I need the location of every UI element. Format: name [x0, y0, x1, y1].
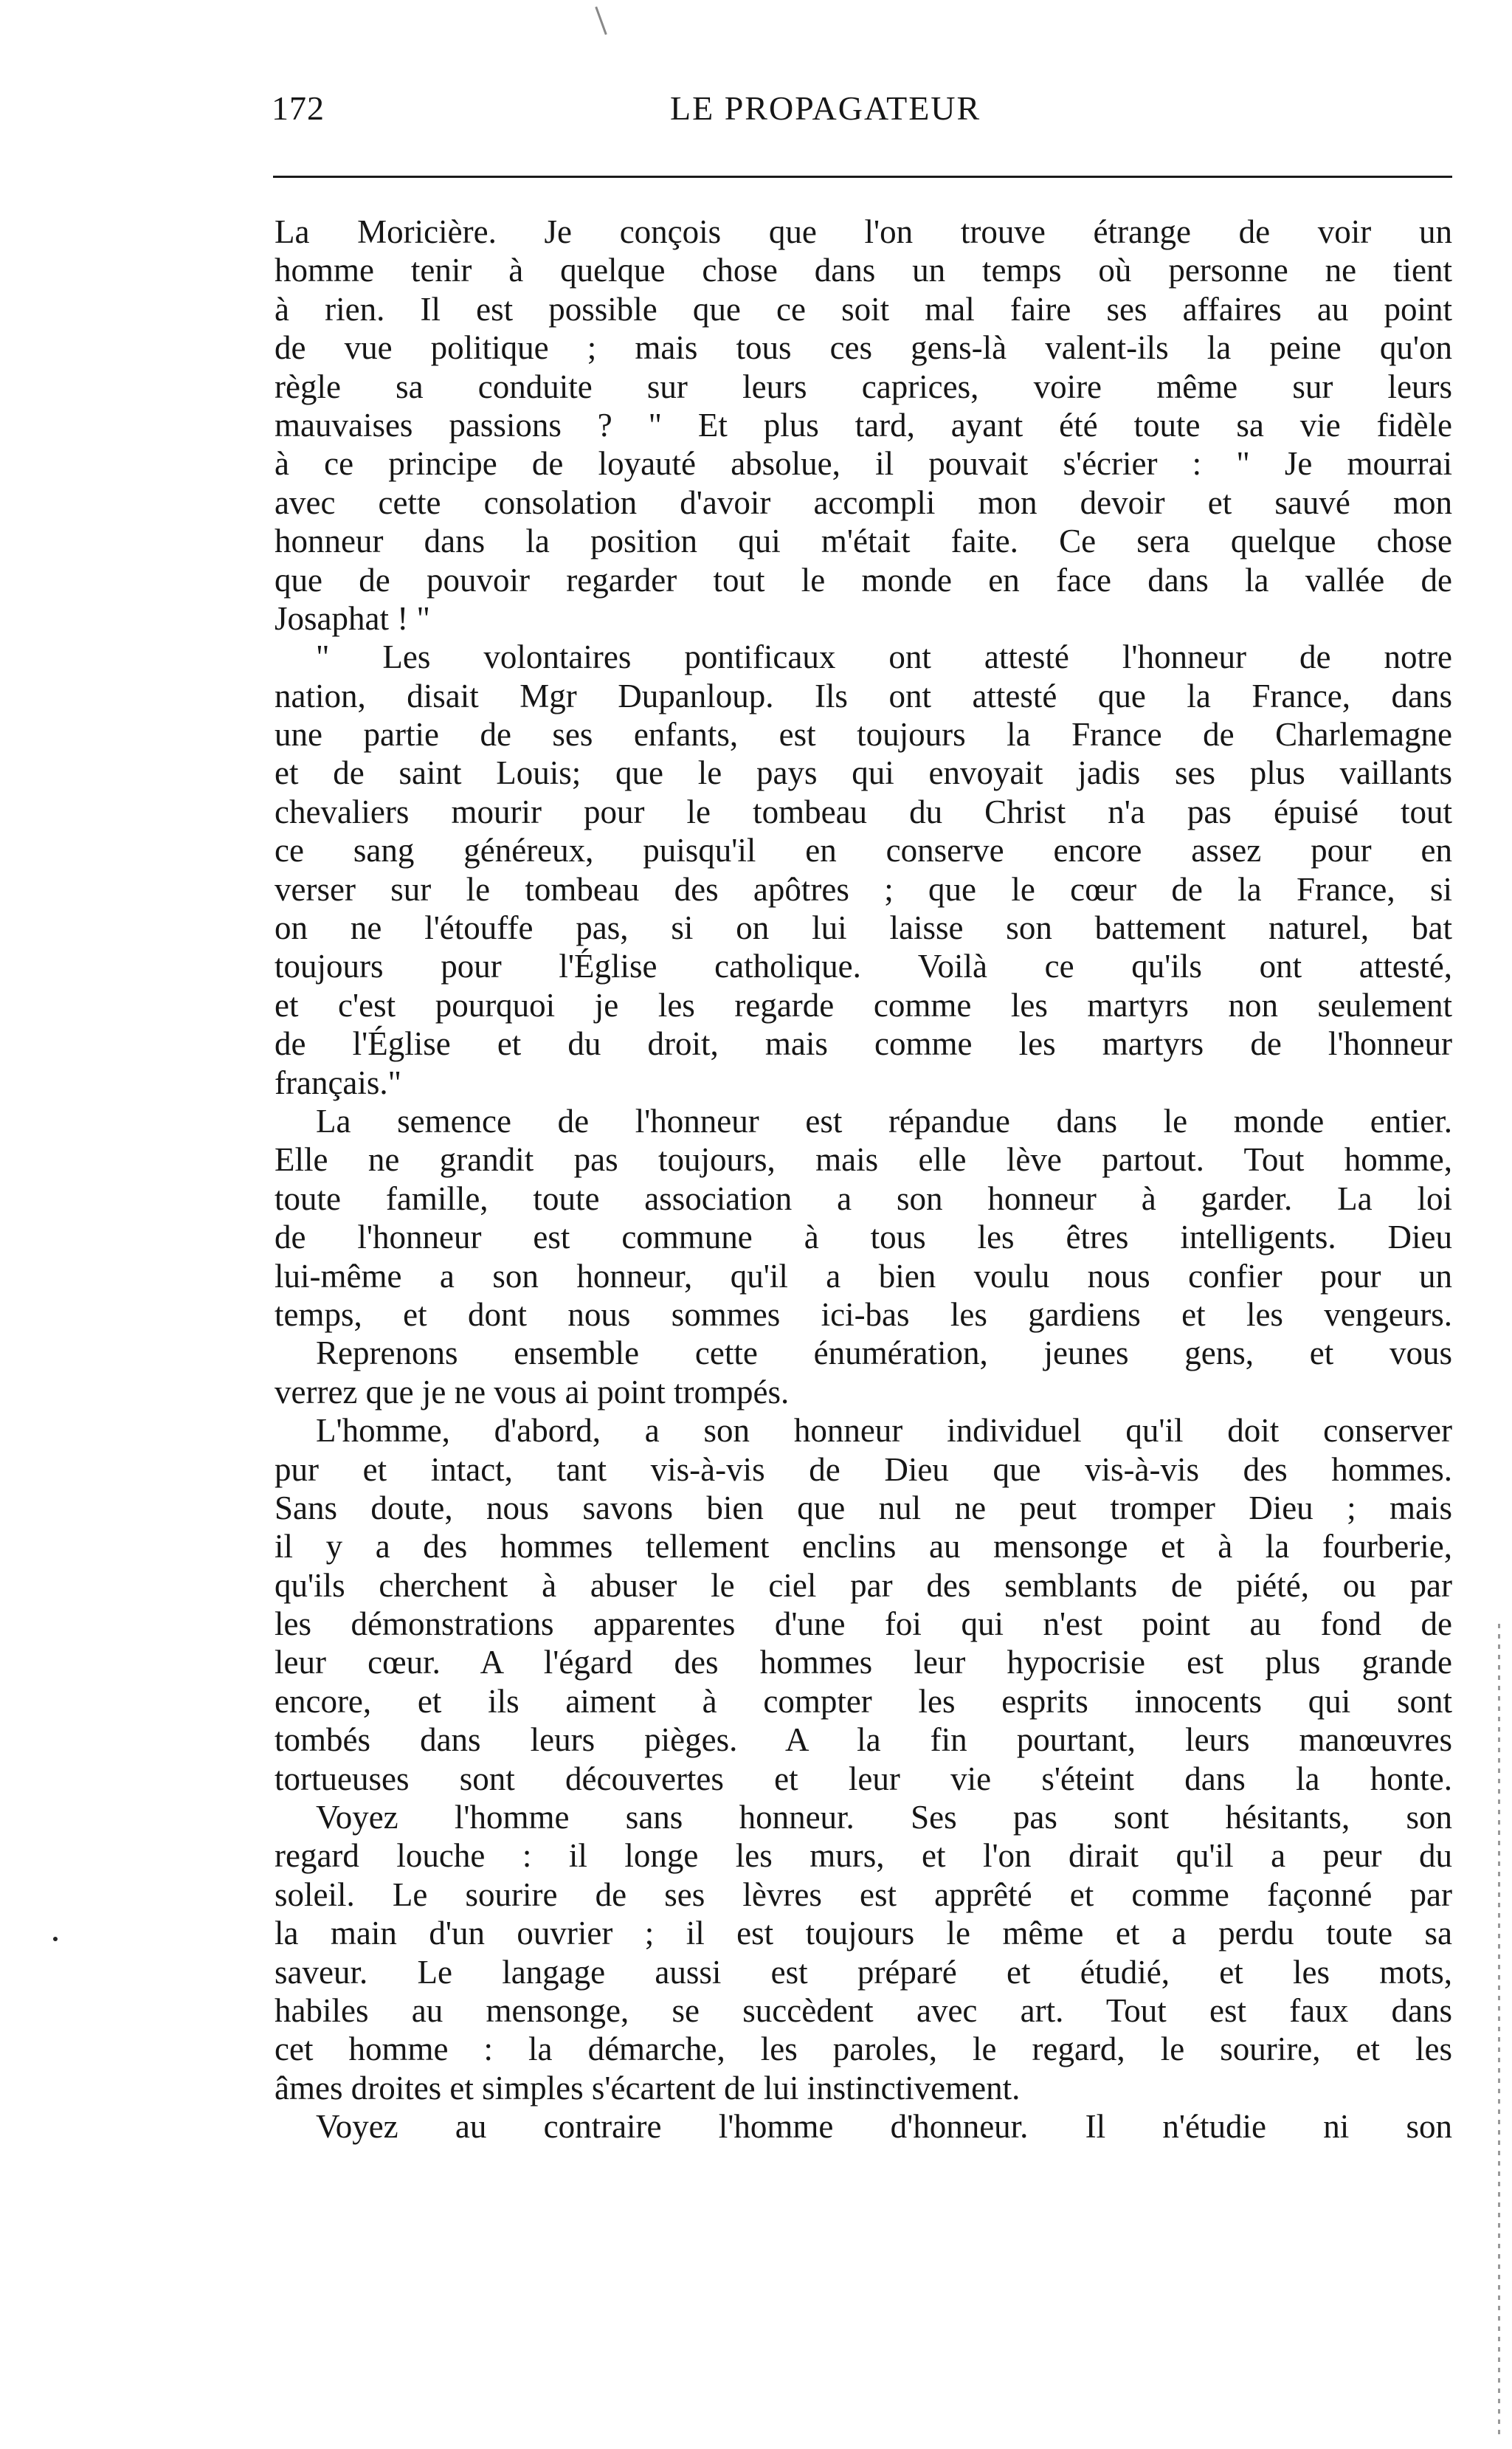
text-line: qu'ils cherchent à abuser le ciel par des semblants de piété, ou par	[275, 1566, 1452, 1604]
text-line: Sans doute, nous savons bien que nul ne peut tromper Dieu ; mais	[275, 1489, 1452, 1526]
text-line: nation, disait Mgr Dupanloup. Ils ont attesté que la France, dans	[275, 677, 1452, 714]
text-line: on ne l'étouffe pas, si on lui laisse son battement naturel, bat	[275, 909, 1452, 947]
body-text	[275, 213, 1452, 2146]
text-line: à ce principe de loyauté absolue, il pouvait s'écrier : " Je mourrai	[275, 445, 1452, 483]
text-line: regard louche : il longe les murs, et l'on dirait qu'il a peur du	[275, 1837, 1452, 1875]
text-line: Elle ne grandit pas toujours, mais elle lève partout. Tout homme,	[275, 1141, 1452, 1179]
text-line: Reprenons ensemble cette énumération, jeunes gens, et vous	[316, 1334, 1452, 1372]
text-line: ce sang généreux, puisqu'il en conserve encore assez pour en	[275, 832, 1452, 869]
text-line: et de saint Louis; que le pays qui envoyait jadis ses plus vaillants	[275, 754, 1452, 792]
text-line: Voyez l'homme sans honneur. Ses pas sont hésitants, son	[316, 1799, 1452, 1836]
text-line: âmes droites et simples s'écartent de lui instinctivement.	[275, 2069, 1021, 2107]
text-line: il y a des hommes tellement enclins au mensonge et à la fourberie,	[275, 1528, 1452, 1566]
text-line: une partie de ses enfants, est toujours la France de Charlemagne	[275, 716, 1452, 754]
text-line: honneur dans la position qui m'était faite. Ce sera quelque chose	[275, 523, 1452, 560]
text-line: Voyez au contraire l'homme d'honneur. Il n'étudie ni son	[316, 2108, 1452, 2146]
text-line: verrez que je ne vous ai point trompés.	[275, 1373, 790, 1410]
text-line: L'homme, d'abord, a son honneur individuel qu'il doit conserver	[316, 1412, 1452, 1450]
text-line: habiles au mensonge, se succèdent avec art. Tout est faux dans	[275, 1991, 1452, 2029]
text-line: de l'honneur est commune à tous les êtres intelligents. Dieu	[275, 1219, 1452, 1256]
text-line: et c'est pourquoi je les regarde comme les martyrs non seulement	[275, 986, 1452, 1024]
text-line: encore, et ils aiment à compter les esprits innocents qui sont	[275, 1682, 1452, 1720]
text-line: règle sa conduite sur leurs caprices, voire même sur leurs	[275, 368, 1452, 405]
text-line: tombés dans leurs pièges. A la fin pourtant, leurs manœuvres	[275, 1721, 1452, 1759]
text-line: tortueuses sont découvertes et leur vie s'éteint dans la honte.	[275, 1760, 1452, 1797]
text-line: mauvaises passions ? " Et plus tard, ayant été toute sa vie fidèle	[275, 406, 1452, 444]
header-rule	[273, 176, 1452, 178]
text-line: " Les volontaires pontificaux ont attesté l'honneur de notre	[316, 638, 1452, 676]
page-edge-shadow	[1498, 1624, 1500, 2436]
text-line: homme tenir à quelque chose dans un temps où personne ne tient	[275, 252, 1452, 289]
text-line: verser sur le tombeau des apôtres ; que le cœur de la France, si	[275, 870, 1452, 908]
text-line: de vue politique ; mais tous ces gens-là valent-ils la peine qu'on	[275, 329, 1452, 367]
text-line: La semence de l'honneur est répandue dans le monde entier.	[316, 1102, 1452, 1140]
text-line: La Moricière. Je conçois que l'on trouve étrange de voir un	[275, 213, 1452, 250]
text-line: temps, et dont nous sommes ici-bas les gardiens et les vengeurs.	[275, 1295, 1452, 1333]
text-line: toujours pour l'Église catholique. Voilà ce qu'ils ont attesté,	[275, 948, 1452, 985]
text-line: lui-même a son honneur, qu'il a bien voulu nous confier pour un	[275, 1257, 1452, 1295]
text-line: de l'Église et du droit, mais comme les martyrs de l'honneur	[275, 1025, 1452, 1063]
margin-dot	[53, 1937, 58, 1941]
text-line: français."	[275, 1064, 402, 1101]
text-line: les démonstrations apparentes d'une foi qui n'est point au fond de	[275, 1605, 1452, 1643]
text-line: avec cette consolation d'avoir accompli mon devoir et sauvé mon	[275, 483, 1452, 521]
text-line: la main d'un ouvrier ; il est toujours le même et a perdu toute sa	[275, 1915, 1452, 1952]
page-header	[272, 89, 1452, 148]
text-line: Josaphat ! "	[275, 599, 430, 637]
text-line: soleil. Le sourire de ses lèvres est apprêté et comme façonné par	[275, 1876, 1452, 1913]
text-line: leur cœur. A l'égard des hommes leur hypocrisie est plus grande	[275, 1644, 1452, 1681]
running-title: LE PROPAGATEUR	[670, 89, 981, 127]
text-line: saveur. Le langage aussi est préparé et étudié, et les mots,	[275, 1953, 1452, 1991]
text-line: pur et intact, tant vis-à-vis de Dieu que vis-à-vis des hommes.	[275, 1450, 1452, 1488]
page-number: 172	[272, 89, 325, 127]
text-line: chevaliers mourir pour le tombeau du Christ n'a pas épuisé tout	[275, 793, 1452, 830]
text-line: que de pouvoir regarder tout le monde en face dans la vallée de	[275, 561, 1452, 599]
scan-mark	[595, 7, 607, 35]
text-line: toute famille, toute association a son honneur à garder. La loi	[275, 1179, 1452, 1217]
text-line: à rien. Il est possible que ce soit mal faire ses affaires au point	[275, 290, 1452, 328]
text-line: cet homme : la démarche, les paroles, le regard, le sourire, et les	[275, 2031, 1452, 2068]
